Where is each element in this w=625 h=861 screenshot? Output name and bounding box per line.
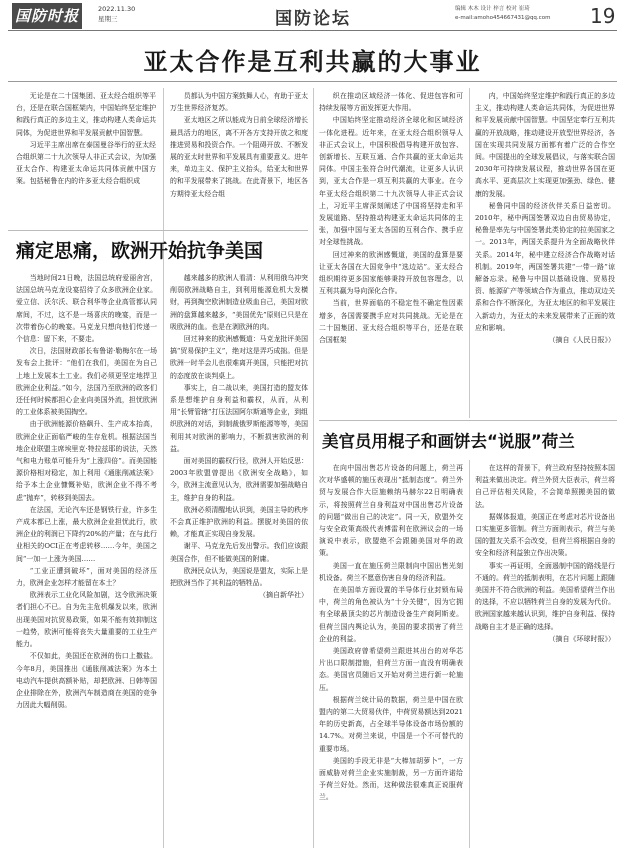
issue-weekday: 星期三: [98, 15, 118, 23]
article3-paragraph: 事实一再证明，全面遏制中国的路线是行不通的。荷兰的抵制表明，在芯片问题上跟随美国并不符合欧洲的利益。美国希望荷兰作出的选择，不应以牺牲荷兰自身的发展为代价。欧洲国家越来越认识到，维护自身利益、保持战略自主才是正确的选择。: [475, 561, 615, 631]
article1-col3: [319, 90, 463, 410]
article3-paragraph: 美国一直在施压荷兰限制向中国出售光刻机设备。荷兰不愿意伤害自身的经济利益。: [319, 561, 463, 582]
article2-paragraph: 谢平、马克龙先后发出警示。我们应该跟美国合作，但不能做美国的附庸。: [170, 542, 308, 563]
article3-rule: [319, 420, 617, 421]
article2-rule: [8, 230, 308, 231]
article2-col1: [16, 272, 157, 852]
email-line: e-mail:amoho454667431@qq.com: [455, 15, 551, 21]
article3-col1: [319, 462, 463, 852]
issue-date: 2022.11.30: [98, 5, 136, 13]
article3-paragraph: 在向中国出售芯片设备的问题上，荷兰再次对华盛顿的施压表现出“抵制态度”。荷兰外贸与发展合作大臣施赖纳马赫尔22日明确表示，将按照荷兰自身利益对中国出售芯片设备的问题“做出自己的决定”。同一天，欧盟外交与安全政策高级代表博雷利在欧洲议会的一场演说中表示，欧盟绝不会跟随美国对华的政策。: [319, 464, 463, 558]
editorial-credits: [455, 5, 585, 23]
article1-source: （摘自《人民日报》）: [548, 336, 615, 345]
article3-paragraph: 美国政府曾希望荷兰跟进其出台的对华芯片出口限制措施，但荷兰方面一直没有明确表态。美国官员随后又开始对荷兰进行新一轮施压。: [319, 647, 463, 692]
article1-col4: [475, 90, 615, 420]
article2-paragraph: 面对美国的霸权行径，欧洲人开始反思：2003年欧盟曾提出《欧洲安全战略》，如今，欧洲主流意见认为，欧洲需要加强战略自主，维护自身的利益。: [170, 457, 308, 502]
article1-paragraph: 当前，世界面临的不稳定性不确定性因素增多，各国需要携手应对共同挑战。无论是在二十国集团、亚太经合组织等平台，还是在联合国框架: [319, 299, 463, 345]
article2-paragraph: 事实上，自二战以来，美国打造的盟友体系是想维护自身利益和霸权，从而，从利用“长臂管辖”打压法国阿尔斯通等企业，到组织欧洲的对话，到制裁俄罗斯能源等等，美国利用其对欧洲的影响力，不断损害欧洲的利益。: [170, 383, 308, 453]
article2-paragraph: 不仅如此，美国还在欧洲的伤口上撒盐。今年8月，美国推出《通胀削减法案》为本土电动汽车提供高额补贴，却把欧洲、日韩等国企业排除在外，欧洲汽车制造商在美国的竞争力因此大幅削弱。: [16, 652, 157, 710]
article2-paragraph: 欧洲必须清醒地认识到，美国主导的秩序不会真正维护欧洲的利益。摆脱对美国的依赖，才能真正实现自身发展。: [170, 505, 308, 539]
editors-line: 编辑 木木 设计 梓言 校对 崔琦: [455, 6, 530, 12]
article1-paragraph: 员都认为中国方案鼓舞人心，有助于亚太万生世界经济复苏。: [170, 92, 308, 113]
column-divider: [163, 88, 164, 848]
article1-paragraph: 习近平主席出席在泰国曼谷举行的亚太经合组织第二十九次领导人非正式会议，为加强亚太合作、构建亚太命运共同体贡献中国方案。包括秘鲁在内的许多亚太经合组织成: [16, 140, 156, 186]
column-divider: [469, 460, 470, 848]
column-divider: [469, 88, 470, 418]
headline-rule: [8, 81, 617, 82]
article1-paragraph: 内，中国始终坚定维护和践行真正的多边主义，推动构建人类命运共同体，为促进世界和平发展贡献中国智慧。中国坚定奉行互利共赢的开放战略，推动建设开放型世界经济，各国在实现共同发展方面都有着广泛的合作空间。中国提出的全球发展倡议，与落实联合国2030年可持续发展议程，推动世界各国在更高水平、更高层次上实现更加强劲、绿色、健康的发展。: [475, 92, 615, 198]
article3-paragraph: 据媒体报道，美国正在考虑对芯片设备出口实施更多管制。荷兰方面则表示，荷兰与美国的盟友关系不会改变，但荷兰将根据自身的安全和经济利益独立作出决策。: [475, 512, 615, 558]
column-divider: [313, 88, 314, 848]
article2-paragraph: 在法国，无论汽车还是钢铁行业，许多生产成本都已上涨，最大欧洲企业担忧此行，欧洲企业的利润已下降约20%的产量；在与此行业相关的OCI正在考虑转移……今年，美国之间“一加一上涨为美国……: [16, 505, 157, 563]
newspaper-logo: 国防时报: [12, 3, 82, 29]
page-number: 19: [590, 4, 616, 28]
article2-paragraph: 回过神来的欧洲感慨道：马克龙批评美国搞“贸易保护主义”，绝对这是弄巧成拙。但是欧洲一时半会儿也很难离开美国，只能把对抗的态度放在谈判桌上。: [170, 335, 308, 380]
article2-headline: 痛定思痛，欧洲开始抗争美国: [16, 240, 264, 262]
article2-paragraph: 次日，法国财政部长布鲁诺·勒梅尔在一场发布会上批评：“他们在我们，美国在为自己上地上发展本土工业。我们必须更坚定地捍卫欧洲企业利益。”如今，法国乃至欧洲的政客们还任何时候都担心企业向美国外流，担忧欧洲的工业体系被美国掏空。: [16, 347, 157, 417]
article1-col2: [170, 90, 308, 240]
article3-col2: [475, 462, 615, 852]
article2-source: （摘自新华社）: [259, 591, 308, 600]
article1-paragraph: 秘鲁同中国的经济伙伴关系日益密切。2010年，秘中两国签署双边自由贸易协定，秘鲁是率先与中国签署此类协定的拉美国家之一。2013年，两国关系提升为全面战略伙伴关系。2014年，秘中建立经济合作战略对话机制。2019年，两国签署共建“一带一路”谅解备忘录。秘鲁与中国以基础设施、贸易投资、能源矿产等领域合作为重点，推动双边关系和合作不断深化，为亚太地区的和平发展注入新动力，为亚太的未来发展带来了正面的效应和影响。: [475, 201, 615, 332]
issue-info: [98, 4, 135, 24]
article3-paragraph: 在这样的背景下，荷兰政府坚持按照本国利益来做出决定。荷兰外贸大臣表示，荷兰将自己评估相关风险，不会简单照搬美国的做法。: [475, 464, 615, 509]
article2-paragraph: 欧洲表示工业化风险加剧，这令欧洲决策者们担心不已。自为先主危机爆发以来，欧洲出现美国对抗贸易政策，如果不能有效抑制这一趋势，欧洲可能将丧失大量重要的工业生产能力。: [16, 591, 157, 649]
article3-paragraph: 在美国单方面设置的半导体行业封锁布局中，荷兰的角色被认为“十分关键”，因为它拥有全球最顶尖的芯片制造设备生产商阿斯麦。但荷兰国内舆论认为，美国的要求损害了荷兰企业的利益。: [319, 586, 463, 643]
article1-paragraph: 织在推动区域经济一体化、促进包容和可持续发展等方面发挥更大作用。: [319, 92, 463, 113]
article1-paragraph: 回过神来的欧洲感慨道，美国的盘算是要让亚太各国在大国竞争中“选边站”。亚太经合组织期待更多国家能够秉持开放包容理念，以互利共赢为导向深化合作。: [319, 250, 463, 296]
masthead: [0, 0, 625, 40]
article1-paragraph: 无论是在二十国集团、亚太经合组织等平台，还是在联合国框架内，中国始终坚定维护和践行真正的多边主义，推动构建人类命运共同体，为促进世界和平发展贡献中国智慧。: [16, 92, 156, 137]
main-headline: 亚太合作是互利共赢的大事业: [143, 48, 482, 76]
article3-source: （摘自《环球时报》）: [548, 634, 615, 643]
article3-paragraph: 美国的手段无非是“大棒加胡萝卜”，一方面威胁对荷兰企业实施制裁，另一方面许诺给予荷兰好处。然而，这种做法很难真正说服荷兰。: [319, 756, 463, 802]
article2-paragraph: 越来越多的欧洲人看清：从利用俄乌冲突削弱欧洲战略自主，到利用能源危机大发横财，再到掏空欧洲制造业吸血自己，美国对欧洲的盘算越来越多，“美国优先”原则已只是在吸欧洲的血。也是在剥欧洲的肉。: [170, 274, 308, 331]
masthead-rule: [8, 30, 617, 31]
article2-paragraph: 由于欧洲能源价格飙升、生产成本抬高，欧洲企业正面临严峻的生存危机。根据法国当地企业联盟主席埃里克·特拉兹耶的说法，天然气和电力账单可能升为“上涨四倍”。而美国能源价格相对稳定，加上利用《通胀削减法案》给予本土企业慷慨补贴，欧洲企业不得不考虑“抛弃”，转移到美国去。: [16, 420, 157, 502]
article2-paragraph: 欧洲民众认为，美国说是盟友，实际上是把欧洲当作了其利益的牺牲品。: [170, 566, 308, 588]
section-title: 国防论坛: [275, 9, 351, 29]
article2-col2: [170, 272, 308, 852]
article1-paragraph: 中国始终坚定推动经济全球化和区域经济一体化进程。近年来，在亚太经合组织领导人非正式会议上，中国积极倡导构建开放包容、创新增长、互联互通、合作共赢的亚太命运共同体。中国主张符合时代潮流，让更多人认识到，亚太合作是一项互利共赢的大事业。在今年亚太经合组织第二十九次领导人非正式会议上，习近平主席深刻阐述了中国将坚持走和平发展道路、坚持推动构建亚太命运共同体的主张，加强中国与亚太各国的互利合作、携手应对全球性挑战。: [319, 116, 463, 247]
article2-paragraph: “工业正遭到破坏”，面对美国的经济压力，欧洲企业怎样才能留在本土？: [16, 566, 157, 588]
article3-paragraph: 根据荷兰统计局的数据，荷兰是中国在欧盟内的第二大贸易伙伴，中荷贸易额达到2021年的历史新高，占全球半导体设备市场份额的14.7%。对荷兰来说，中国是一个不可替代的重要市场。: [319, 695, 463, 753]
article3-headline: 美官员用棍子和画饼去“说服”荷兰: [322, 432, 575, 451]
article1-col1: [16, 90, 156, 228]
article2-paragraph: 当地时间21日晚，法国总统府爱丽舍宫，法国总统马克龙设宴招待了众多欧洲企业家。爱立信、沃尔沃、联合利华等企业高管都认同席间，不过，这不是一场喜庆的晚宴，而是一次带着伤心的晚宴。马克龙只想向他们传递一个信息：留下来，不要走。: [16, 274, 157, 344]
article1-paragraph: 亚太地区之所以能成为日前全球经济增长最具活力的地区，离不开各方支持开放之和度推进贸易和投资合作。一个阻碍开放、不断发展的亚太时世界和平发展具有重要意义。进年来，单边主义、保护主义抬头，给亚太和世界的和平发展带来了挑战。在此背景下，地区各方期待亚太经合组: [170, 116, 308, 198]
